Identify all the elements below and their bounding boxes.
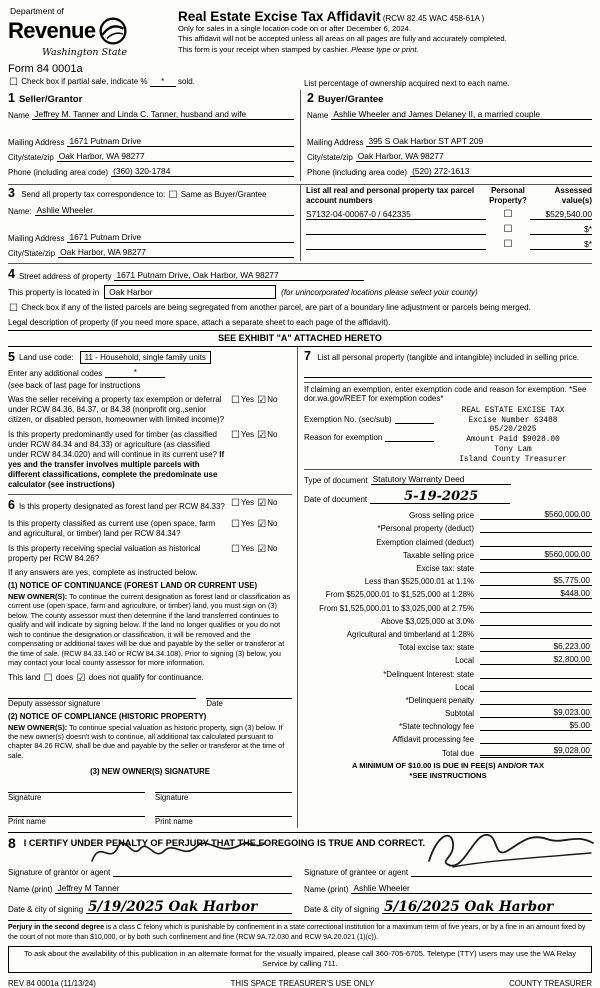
delinquent-interest-local-field[interactable] xyxy=(480,682,592,692)
current-use-no-checkbox[interactable]: ☑ xyxy=(257,518,267,530)
historic-yes-checkbox[interactable]: ☐ xyxy=(231,543,240,555)
forest-land-question: 6 Is this property designated as forest land per RCW 84.33? ☐Yes ☑No xyxy=(8,498,278,512)
exemption-no-field[interactable] xyxy=(395,414,434,424)
assessed-value-field-2[interactable]: $* xyxy=(530,224,592,235)
delinquent-penalty-field[interactable] xyxy=(480,695,592,705)
section-8-number: 8 xyxy=(8,835,16,852)
exemption-reason-field[interactable] xyxy=(385,432,434,442)
deputy-assessor-label: Deputy assessor signature xyxy=(8,698,101,708)
personal-property-entry-line[interactable] xyxy=(304,377,592,378)
print-name-row: Name (print) Jeffrey M Tanner Name (print) Ashlie Wheeler xyxy=(8,883,592,894)
exemption-claimed-field[interactable] xyxy=(480,537,592,547)
treasurer-stamp: REAL ESTATE EXCISE TAX Excise Number 63488 05/20/2025 Amount Paid $9028.00 Tony Lam Island County Treasurer xyxy=(459,407,567,464)
additional-codes-field[interactable]: * xyxy=(105,368,165,378)
tier2-tax-field[interactable]: $448.00 xyxy=(480,589,592,599)
forest-no-checkbox[interactable]: ☑ xyxy=(257,498,267,509)
header-note-3: This form is your receipt when stamped by cashier. Please type or print. xyxy=(178,44,419,54)
segregated-checkbox[interactable]: ☐ xyxy=(9,303,18,314)
correspondence-name-field[interactable]: Ashlie Wheeler xyxy=(35,205,294,216)
taxable-selling-price-field[interactable]: $560,000.00 xyxy=(480,550,592,560)
excise-tax-state-field[interactable] xyxy=(480,563,592,573)
section-4-number: 4 xyxy=(8,267,15,281)
parcel-row-3 xyxy=(306,235,592,250)
dor-logo-block xyxy=(8,6,166,75)
treasurer-use-label: THIS SPACE TREASURER'S USE ONLY xyxy=(230,978,375,988)
certify-statement: I CERTIFY UNDER PENALTY OF PERJURY THAT THE FOREGOING IS TRUE AND CORRECT. xyxy=(23,838,426,849)
located-in-label: This property is located in xyxy=(8,287,100,297)
document-type-field[interactable]: Statutory Warranty Deed xyxy=(371,474,511,485)
header-note-2: This affidavit will not be accepted unless all areas on all pages are fully and accurately completed. xyxy=(178,34,507,44)
notice-continuance-body: NEW OWNER(S): To continue the current designation as forest land or classification as current use (open space, farm and agriculture, or timber) land, you must sign on (3) below. The county assessor must then determine if the land transferred continues to qualify and will indicate by signing below. If the land no longer qualifies or you do not wish to continue the designation or classification, it will be removed and the compensating or additional taxes will be due and payable by the seller or transferor at the time of sale. (RCW 84.33.140 or RCW 84.34.108). Prior to signing (3) below, you may contact your local county assessor for more information. xyxy=(8,591,291,668)
assessed-value-field-3[interactable]: $* xyxy=(530,239,592,250)
grantee-date-city-field[interactable]: 5/16/2025 Oak Harbor xyxy=(382,902,592,914)
partial-sale-label: Check box if partial sale, indicate % xyxy=(21,77,148,86)
deferral-no-checkbox[interactable]: ☑ xyxy=(257,395,267,406)
form-number-label: Form 84 0001a xyxy=(8,63,83,75)
seller-name-field[interactable]: Jeffrey M. Tanner and Linda C. Tanner, husband and wife xyxy=(32,109,294,120)
seller-address-field[interactable]: 1671 Putnam Drive xyxy=(67,136,294,147)
personal-property-deduct-field[interactable] xyxy=(480,523,592,533)
personal-property-intro: List all personal property (tangible and intangible) included in selling price. xyxy=(317,353,580,362)
exemption-area: Exemption No. (sec/sub) Reason for exemption REAL ESTATE EXCISE TAX Excise Number 63488 05/20/2025 Amount Paid $9028.00 Tony Lam Island County Treasurer xyxy=(304,406,592,465)
street-address-field[interactable]: 1671 Putnam Drive, Oak Harbor, WA 98277 xyxy=(114,270,364,281)
current-use-yes-checkbox[interactable]: ☐ xyxy=(231,518,240,530)
exemption-note: If claiming an exemption, enter exemption code and reason for exemption. *See dor.wa.gov/REET for exemption codes* xyxy=(304,385,587,403)
partial-sale-percent-field[interactable]: * xyxy=(150,77,176,87)
revenue-logo-icon xyxy=(98,16,128,46)
grantee-signature-line[interactable] xyxy=(411,867,592,877)
washington-state-label: Washington State xyxy=(42,47,127,58)
buyer-section: 2 Buyer/Grantee Name Ashlie Wheeler and James Delaney II, a married couple Mailing Address 395 S Oak Harbor ST APT 209 City/state/zip Oak Harbor, WA 98277 Phone (including area code) (520) 272-1613 xyxy=(300,90,592,181)
buyer-phone-field[interactable]: (520) 272-1613 xyxy=(410,166,592,177)
parcel-number-field-2[interactable] xyxy=(306,225,486,235)
notice-compliance-title: (2) NOTICE OF COMPLIANCE (HISTORIC PROPERTY) xyxy=(8,711,207,721)
land-use-code-select[interactable]: 11 - Household, single family units xyxy=(80,351,211,364)
partial-sale-suffix: sold. xyxy=(177,77,195,86)
section-5-number: 5 xyxy=(8,350,15,364)
forest-yes-checkbox[interactable]: ☐ xyxy=(231,498,240,509)
total-due-field[interactable]: $9,028.00 xyxy=(480,746,592,758)
dept-of-label: Department of xyxy=(10,6,64,16)
assessed-value-field-1[interactable]: $529,540.00 xyxy=(530,209,592,220)
tax-computation: Gross selling price $560,000.00 *Personal property (deduct) Exemption claimed (deduct) Taxable selling price $560,000.00 Excise tax: state Less than $525,000.01 at 1.1% $5,775.00 From $525,000.01 to $1,525,000 at 1.28% $448.00 From $1,525,000.01 to $3,025,000 at 2.75% Above $3,025,000 at 3.0% Agricultural and timberland at 1.28% Total excise tax: state $6,223.00 Local $2,800.00 *Delinquent Interest: state Local *Delinquent penalty Subtotal $9,023.00 *State technology fee $5.00 Affidavit processing fee Total due $9,028.00 xyxy=(319,510,590,758)
buyer-name-field[interactable]: Ashlie Wheeler and James Delaney II, a married couple xyxy=(331,109,592,120)
total-excise-state-field[interactable]: $6,223.00 xyxy=(480,642,592,652)
legal-description-label: Legal description of property (if you need more space, attach a separate sheet to each page of the affidavit). xyxy=(8,318,391,327)
gross-selling-price-field[interactable]: $560,000.00 xyxy=(480,510,592,520)
revenue-wordmark: Revenue xyxy=(8,17,96,43)
same-as-buyer-label: Same as Buyer/Grantee xyxy=(180,190,267,199)
property-location-select[interactable]: Oak Harbor xyxy=(104,285,276,299)
deputy-date-label: Date xyxy=(206,698,223,708)
rev-number: REV 84 0001a (11/13/24) xyxy=(8,978,96,988)
correspondence-address-field[interactable]: 1671 Putnam Drive xyxy=(67,232,294,243)
new-owners-signature-title: (3) NEW OWNER(S) SIGNATURE xyxy=(90,767,210,777)
grantor-signature-line[interactable] xyxy=(113,867,292,877)
timber-question: Is this property predominantly used for timber (as classified under RCW 84.34 and 84.33) or agriculture (as classified under RCW 84.34.020) and will continue in its current use? If yes and the transfer involves multiple parcels with different classifications, complete the predominate use calculator (see instructions) ☐Yes ☑No xyxy=(8,430,278,489)
minimum-due-note: A MINIMUM OF $10.00 IS DUE IN FEE(S) AND/OR TAX xyxy=(351,760,545,770)
property-section: 4 Street address of property 1671 Putnam Drive, Oak Harbor, WA 98277 This property is located in Oak Harbor (for unincorporated locations please select your county) ☐ Check box if any of the listed parcels are being segregated from another parcel, are part of a boundary line adjustment or parcels being merged. Legal description of property (if you need more space, attach a separate sheet to each page of the affidavit). SEE EXHIBIT "A" ATTACHED HERETO xyxy=(8,263,592,346)
right-column: 7 List all personal property (tangible and intangible) included in selling price. If claiming an exemption, enter exemption code and reason for exemption. *See dor.wa.gov/REET for exemption codes* Exemption No. (sec/sub) Reason for exemption REAL ESTATE EXCISE TAX Excise Number 63488 05/20/2025 Amount Paid $9028.00 Tony Lam Island County Treasurer Type of document Statutory Warranty Deed Date of document 5-19-2025 Gross selling price $560,000.00 *Personal property (deduct) Exemption claimed (deduct) Taxable selling price $560,000.00 Excise tax: state Less than $525,000.01 at 1.1% $5,775.00 From $525,000.01 to $1,525,000 at 1.28% $448.00 From $1,525,000.01 to $3,025,000 at 2.75% Above $3,025,000 at 3.0% Agricultural and timberland at 1.28% Total excise tax: state $6,223.00 Local $2,800.00 *Delinquent Interest: state Local *Delinquent penalty Subtotal $9,023.00 *State technology fee $5.00 Affidavit processing fee Total due $9,028.00 A MINIMUM OF $10.00 IS DUE IN FEE(S) AND/OR TAX *SEE INSTRUCTIONS xyxy=(304,349,590,780)
document-date-field[interactable]: 5-19-2025 xyxy=(370,491,510,504)
section-3-number: 3 xyxy=(8,186,15,200)
personal-property-checkbox-2[interactable]: ☐ xyxy=(503,224,513,236)
section-1-number: 1 xyxy=(8,91,15,105)
grantor-date-city-field[interactable]: 5/19/2025 Oak Harbor xyxy=(86,902,292,914)
correspondence-label: Send all property tax correspondence to: xyxy=(21,190,166,199)
segregated-label: Check box if any of the listed parcels are being segregated from another parcel, are part of a boundary line adjustment or parcels being merged. xyxy=(21,303,531,312)
land-qualify-row: This land ☐ does ☑ does not qualify for continuance. xyxy=(8,672,204,684)
perjury-notice: Perjury in the second degree is a class C felony which is punishable by confinement in a state correctional institution for a maximum term of five years, or by a fine in an amount fixed by the court of not more than $10,000, or by both such confinement and fine (RCW 9A.72.030 and RCW 9A.20.021 (1)(c)). xyxy=(8,920,592,942)
personal-property-checkbox-3[interactable]: ☐ xyxy=(503,239,513,251)
affidavit-processing-fee-field[interactable] xyxy=(480,734,592,744)
seller-phone-field[interactable]: (360) 320-1784 xyxy=(111,166,294,177)
alternate-format-notice: To ask about the availability of this publication in an alternate format for the visually impaired, please call 360-705-6705. Teletype (TTY) users may use the WA Relay Service by calling 711. xyxy=(8,946,592,973)
parcel-header-assessed: Assessed value(s) xyxy=(554,186,592,205)
agricultural-tax-field[interactable] xyxy=(480,629,592,639)
timber-yes-checkbox[interactable]: ☐ xyxy=(231,430,240,441)
section-6: 6 Is this property designated as forest land per RCW 84.33? ☐Yes ☑No Is this property classified as current use (open space, farm and agricultural, or timber) land per RCW 84.34? ☐Yes ☑No Is this property receiving special valuation as historical property per RCW 84.26? ☐Yes ☑No If any answers are yes, complete as instructed below. (1) NOTICE OF CONTINUANCE (FOREST LAND OR CURRENT USE) NEW OWNER(S): To continue the current designation as forest land or classification as current use (open space, farm and agriculture, or timber) land, you must sign on (3) below. The county assessor must then determine if the land transferred continues to qualify and will indicate by signing below. If the land no longer qualifies or you do not wish to continue the designation or classification, it will be removed and the compensating or additional taxes will be due and payable by the seller or transferor at the time of sale. (RCW 84.33.140 or RCW 84.34.108). Prior to signing (3) below, you may contact your local county assessor for more information. This land ☐ does ☑ does not qualify for continuance. Deputy assessor signature Date (2) NOTICE OF COMPLIANCE (HISTORIC PROPERTY) NEW OWNER(S): To continue special valuation as historic property, sign (3) below. If the new owner(s) doesn't wish to continue, all additional tax calculated pursuant to chapter 84.26 RCW, shall be due and payable by the seller or transferor at the time of sale. (3) NEW OWNER(S) SIGNATURE Signature Signature Print name Print name xyxy=(8,494,292,826)
seller-citystatezip-field[interactable]: Oak Harbor, WA 98277 xyxy=(57,151,294,162)
parcel-number-field-3[interactable] xyxy=(306,240,486,250)
parcel-number-field[interactable]: S7132-04-00067-0 / 642335 xyxy=(306,209,486,220)
does-qualify-checkbox[interactable]: ☐ xyxy=(43,672,53,684)
historic-question: Is this property receiving special valuation as historical property per RCW 84.26? ☐Yes ☑No xyxy=(8,543,278,563)
legal-description-field[interactable]: SEE EXHIBIT "A" ATTACHED HERETO xyxy=(8,330,592,346)
tier4-tax-field[interactable] xyxy=(480,616,592,626)
does-not-qualify-checkbox[interactable]: ☑ xyxy=(76,672,86,684)
subtotal-field[interactable]: $9,023.00 xyxy=(480,708,592,718)
see-instructions-note: *SEE INSTRUCTIONS xyxy=(409,770,487,780)
form-title-code: (RCW 82.45 WAC 458-61A ) xyxy=(382,14,485,23)
section-2-number: 2 xyxy=(307,91,314,105)
form-header xyxy=(8,6,592,75)
partial-sale-checkbox[interactable]: ☐ xyxy=(9,77,18,88)
grantee-print-name-field[interactable]: Ashlie Wheeler xyxy=(351,883,592,894)
personal-property-checkbox-1[interactable]: ☐ xyxy=(503,209,513,221)
left-column: 5 Land use code: 11 - Household, single family units Enter any additional codes * (see back of last page for instructions Was the seller receiving a property tax exemption or deferral under RCW 84.36, 84.37, or 84.38 (nonprofit org.,senior citizen, or disabled person, homeowner with limited income)? ☐Yes ☑No Is this property predominantly used for timber (as classified under RCW 84.34 and 84.33) or agriculture (as classified under RCW 84.34.020) and will continue in its current use? If yes and the transfer involves multiple parcels with different classifications, complete the predominate use calculator (see instructions) ☐Yes ☑No 6 Is this property designated as forest land per RCW 84.33? ☐Yes ☑No Is this property classified as current use (open space, farm and agricultural, or timber) land per RCW 84.34? ☐Yes ☑No Is this property receiving special valuation as historical property per RCW 84.26? ☐Yes ☑No If any answers are yes, complete as instructed below. (1) NOTICE OF CONTINUANCE (FOREST LAND OR CURRENT USE) NEW OWNER(S): To continue the current designation as forest land or classification as current use (open space, farm and agriculture, or timber) land, you must sign on (3) below. The county assessor must then determine if the land transferred continues to qualify and will indicate by signing below. If the land no longer qualifies or you do not wish to continue the designation or classification, it will be removed and the compensating or additional taxes will be due and payable by the seller or transferor at the time of sale. (RCW 84.33.140 or RCW 84.34.108). Prior to signing (3) below, you may contact your local county assessor for more information. This land ☐ does ☑ does not qualify for continuance. Deputy assessor signature Date (2) NOTICE OF COMPLIANCE (HISTORIC PROPERTY) NEW OWNER(S): To continue special valuation as historic property, sign (3) below. If the new owner(s) doesn't wish to continue, all additional tax calculated pursuant to chapter 84.26 RCW, shall be due and payable by the seller or transferor at the time of sale. (3) NEW OWNER(S) SIGNATURE Signature Signature Print name Print name xyxy=(8,347,298,828)
parcel-header-numbers: List all real and personal property tax parcel account numbers xyxy=(306,186,475,205)
buyer-address-field[interactable]: 395 S Oak Harbor ST APT 209 xyxy=(366,136,592,147)
main-columns xyxy=(8,346,592,828)
local-tax-field[interactable]: $2,800.00 xyxy=(480,655,592,665)
header-title-block xyxy=(166,6,592,75)
certification-section xyxy=(8,832,592,914)
partial-sale-row xyxy=(8,77,592,88)
correspondence-citystatezip-field[interactable]: Oak Harbor, WA 98277 xyxy=(58,247,294,258)
tier1-tax-field[interactable]: $5,775.00 xyxy=(480,576,592,586)
parties-section xyxy=(8,90,592,181)
parcel-row-1 xyxy=(306,205,592,220)
state-technology-fee-field[interactable]: $5.00 xyxy=(480,721,592,731)
if-yes-note: If any answers are yes, complete as instructed below. xyxy=(8,567,198,577)
timber-no-checkbox[interactable]: ☑ xyxy=(257,430,267,441)
located-in-note: (for unincorporated locations please select your county) xyxy=(281,287,478,297)
county-treasurer-label: COUNTY TREASURER xyxy=(509,978,592,988)
header-note-1: Only for sales in a single location code on or after December 6, 2024. xyxy=(178,24,412,33)
seller-section: 1 Seller/Grantor Name Jeffrey M. Tanner and Linda C. Tanner, husband and wife Mailing Address 1671 Putnam Drive City/state/zip Oak Harbor, WA 98277 Phone (including area code) (360) 320-1784 xyxy=(8,90,300,181)
correspondence-section: 3 Send all property tax correspondence to: ☐ Same as Buyer/Grantee Name: Ashlie Wheeler Mailing Address 1671 Putnam Drive City/State/zip Oak Harbor, WA 98277 xyxy=(8,185,300,261)
buyer-citystatezip-field[interactable]: Oak Harbor, WA 98277 xyxy=(356,151,592,162)
ownership-percent-note: List percentage of ownership acquired next to each name. xyxy=(304,79,510,88)
current-use-question: Is this property classified as current use (open space, farm and agricultural, or timber) land per RCW 84.34? ☐Yes ☑No xyxy=(8,518,278,538)
tier3-tax-field[interactable] xyxy=(480,603,592,613)
notice-continuance-title: (1) NOTICE OF CONTINUANCE (FOREST LAND OR CURRENT USE) xyxy=(8,580,258,590)
grantor-print-name-field[interactable]: Jeffrey M Tanner xyxy=(55,883,292,894)
land-use-label: Land use code: xyxy=(18,352,74,362)
section-6-number: 6 xyxy=(8,498,15,512)
parcel-table xyxy=(300,185,592,261)
buyer-title: Buyer/Grantee xyxy=(317,94,384,105)
see-back-note: (see back of last page for instructions xyxy=(8,381,141,390)
correspondence-and-parcels xyxy=(8,184,592,261)
deferral-question: Was the seller receiving a property tax exemption or deferral under RCW 84.36, 84.37, or 84.38 (nonprofit org.,senior citizen, or disabled person, homeowner with limited income)? ☐Yes ☑No xyxy=(8,395,278,424)
section-7-number: 7 xyxy=(304,349,311,363)
same-as-buyer-checkbox[interactable]: ☐ xyxy=(168,190,178,201)
delinquent-interest-state-field[interactable] xyxy=(480,669,592,679)
signature-labels-row: Signature of grantor or agent Signature of grantee or agent xyxy=(8,867,592,877)
historic-no-checkbox[interactable]: ☑ xyxy=(257,543,267,555)
parcel-header-personal: Personal Property? xyxy=(489,186,527,205)
notice-compliance-body: NEW OWNER(S): To continue special valuation as historic property, sign (3) below. If the new owner(s) doesn't wish to continue, all additional tax calculated pursuant to chapter 84.26 RCW, shall be due and payable by the seller or transferor at the time of sale. xyxy=(8,722,285,760)
form-title: Real Estate Excise Tax Affidavit xyxy=(178,9,381,24)
seller-title: Seller/Grantor xyxy=(18,94,83,105)
deferral-yes-checkbox[interactable]: ☐ xyxy=(231,395,240,406)
parcel-row-2 xyxy=(306,220,592,235)
date-city-row: Date & city of signing 5/19/2025 Oak Harbor Date & city of signing 5/16/2025 Oak Harbor xyxy=(8,902,592,914)
footer-row xyxy=(8,979,592,988)
